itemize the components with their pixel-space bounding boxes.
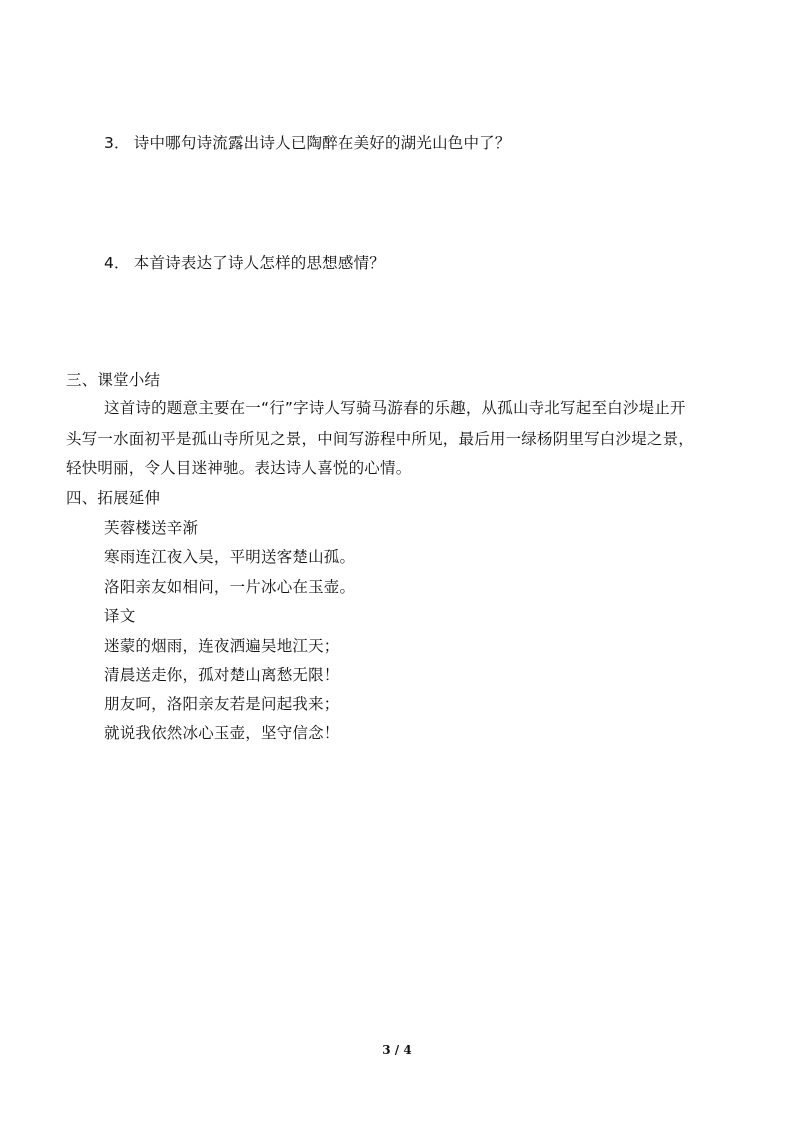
- summary-line-3: 轻快明丽，令人目迷神驰。表达诗人喜悦的心情。: [66, 459, 412, 477]
- question-4-text: 本首诗表达了诗人怎样的思想感情？: [133, 254, 385, 272]
- question-3-text: 诗中哪句诗流露出诗人已陶醉在美好的湖光山色中了？: [133, 134, 511, 152]
- question-3-number: 3．: [104, 134, 130, 152]
- poem-line-2: 洛阳亲友如相问，一片冰心在玉壶。: [104, 578, 356, 596]
- translation-line-3: 朋友呵，洛阳亲友若是问起我来；: [104, 695, 340, 713]
- summary-line-2: 头写一水面初平是孤山寺所见之景，中间写游程中所见，最后用一绿杨阴里写白沙堤之景，: [66, 430, 695, 448]
- question-4: [104, 253, 385, 273]
- translation-line-2: 清晨送走你，孤对楚山离愁无限！: [104, 666, 340, 684]
- page-number: 3 / 4: [382, 1043, 412, 1057]
- extension-heading: 四、拓展延伸: [66, 489, 161, 507]
- poem-title: 芙蓉楼送辛渐: [104, 519, 199, 537]
- question-3: [104, 133, 511, 153]
- poem-line-1: 寒雨连江夜入吴，平明送客楚山孤。: [104, 548, 356, 566]
- translation-line-4: 就说我依然冰心玉壶，坚守信念！: [104, 724, 340, 742]
- translation-label: 译文: [104, 607, 136, 625]
- question-4-number: 4．: [104, 254, 130, 272]
- summary-heading: 三、课堂小结: [66, 371, 161, 389]
- summary-line-1: 这首诗的题意主要在一“行”字诗人写骑马游春的乐趣，从孤山寺北写起至白沙堤止开: [104, 399, 686, 417]
- translation-line-1: 迷蒙的烟雨，连夜洒遍吴地江天；: [104, 637, 340, 655]
